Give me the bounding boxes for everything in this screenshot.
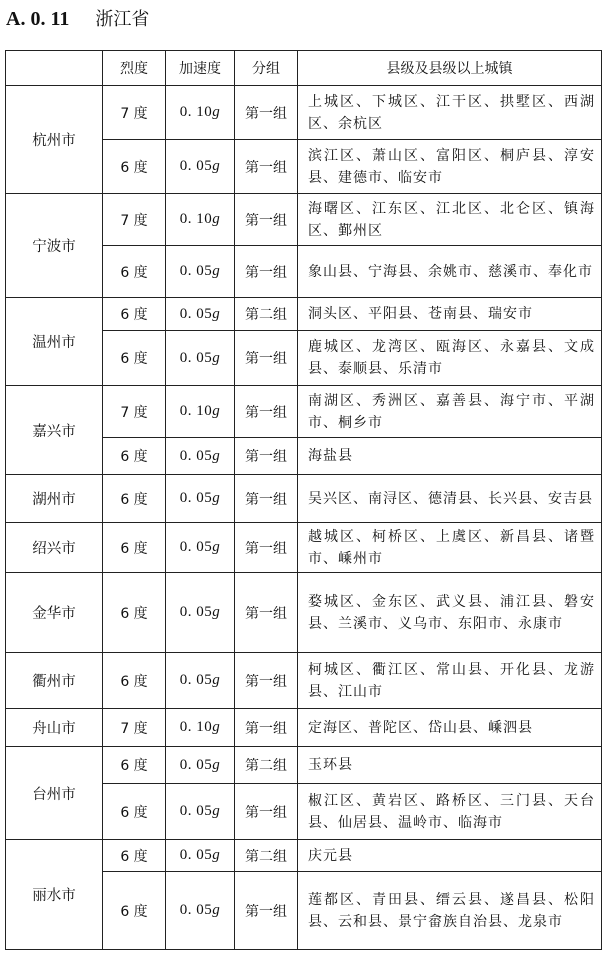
seismic-table xyxy=(5,50,602,950)
table-row xyxy=(6,475,602,523)
acceleration-unit: g xyxy=(212,672,221,688)
towns-cell: 婺城区、金东区、武义县、浦江县、磐安县、兰溪市、义乌市、东阳市、永康市 xyxy=(298,573,602,653)
towns-cell: 海曙区、江东区、江北区、北仑区、镇海区、鄞州区 xyxy=(298,194,602,246)
towns-cell: 洞头区、平阳县、苍南县、瑞安市 xyxy=(298,298,602,331)
header-group: 分组 xyxy=(235,51,298,86)
acceleration-unit: g xyxy=(212,158,221,174)
acceleration-value: 0. 10 xyxy=(179,211,213,227)
acceleration-cell xyxy=(166,784,235,840)
acceleration-unit: g xyxy=(212,902,221,918)
acceleration-value: 0. 05 xyxy=(179,847,213,863)
table-row xyxy=(6,573,602,653)
intensity-cell: 6 度 xyxy=(103,653,166,709)
acceleration-unit: g xyxy=(212,447,221,464)
acceleration-cell xyxy=(166,140,235,194)
towns-cell: 上城区、下城区、江干区、拱墅区、西湖区、余杭区 xyxy=(298,86,602,140)
acceleration-unit: g xyxy=(212,719,221,735)
towns-cell: 椒江区、黄岩区、路桥区、三门县、天台县、仙居县、温岭市、临海市 xyxy=(298,784,602,840)
group-cell: 第一组 xyxy=(235,86,298,140)
acceleration-value: 0. 05 xyxy=(179,158,213,174)
acceleration-cell xyxy=(166,194,235,246)
towns-cell: 莲都区、青田县、缙云县、遂昌县、松阳县、云和县、景宁畲族自治县、龙泉市 xyxy=(298,872,602,950)
city-cell: 金华市 xyxy=(6,573,103,653)
table-row xyxy=(6,747,602,784)
acceleration-cell xyxy=(166,523,235,573)
acceleration-unit: g xyxy=(212,211,221,227)
intensity-cell: 6 度 xyxy=(103,840,166,872)
acceleration-cell xyxy=(166,386,235,438)
acceleration-value: 0. 05 xyxy=(179,490,213,506)
group-cell: 第一组 xyxy=(235,438,298,475)
table-row xyxy=(6,709,602,747)
acceleration-unit: g xyxy=(212,263,221,279)
group-cell: 第一组 xyxy=(235,872,298,950)
acceleration-value: 0. 05 xyxy=(179,756,213,773)
header-city xyxy=(6,51,103,86)
acceleration-unit: g xyxy=(212,305,221,322)
group-cell: 第一组 xyxy=(235,784,298,840)
group-cell: 第二组 xyxy=(235,747,298,784)
acceleration-value: 0. 05 xyxy=(179,349,213,366)
intensity-cell: 6 度 xyxy=(103,872,166,950)
city-cell: 台州市 xyxy=(6,747,103,840)
group-cell: 第一组 xyxy=(235,523,298,573)
group-cell: 第二组 xyxy=(235,840,298,872)
acceleration-value: 0. 05 xyxy=(179,447,213,464)
intensity-cell: 6 度 xyxy=(103,573,166,653)
towns-cell: 象山县、宁海县、余姚市、慈溪市、奉化市 xyxy=(298,246,602,298)
city-cell: 杭州市 xyxy=(6,86,103,194)
acceleration-cell xyxy=(166,438,235,475)
province-name: 浙江省 xyxy=(95,9,150,30)
group-cell: 第二组 xyxy=(235,298,298,331)
section-number: A. 0. 11 xyxy=(6,8,70,30)
header-acceleration: 加速度 xyxy=(166,51,235,86)
group-cell: 第一组 xyxy=(235,140,298,194)
section-title xyxy=(6,2,149,36)
acceleration-value: 0. 05 xyxy=(179,803,213,819)
intensity-cell: 7 度 xyxy=(103,709,166,747)
acceleration-cell xyxy=(166,331,235,386)
table-row xyxy=(6,386,602,438)
acceleration-unit: g xyxy=(212,403,221,419)
table-header-row xyxy=(6,51,602,86)
acceleration-cell xyxy=(166,573,235,653)
city-cell: 温州市 xyxy=(6,298,103,386)
table-row xyxy=(6,194,602,246)
city-cell: 嘉兴市 xyxy=(6,386,103,475)
acceleration-cell xyxy=(166,298,235,331)
group-cell: 第一组 xyxy=(235,653,298,709)
group-cell: 第一组 xyxy=(235,331,298,386)
group-cell: 第一组 xyxy=(235,194,298,246)
city-cell: 舟山市 xyxy=(6,709,103,747)
intensity-cell: 7 度 xyxy=(103,386,166,438)
acceleration-cell xyxy=(166,653,235,709)
city-cell: 丽水市 xyxy=(6,840,103,950)
city-cell: 衢州市 xyxy=(6,653,103,709)
acceleration-value: 0. 05 xyxy=(179,672,213,688)
table-row xyxy=(6,840,602,872)
intensity-cell: 6 度 xyxy=(103,747,166,784)
city-cell: 宁波市 xyxy=(6,194,103,298)
acceleration-value: 0. 05 xyxy=(179,539,213,555)
towns-cell: 海盐县 xyxy=(298,438,602,475)
acceleration-unit: g xyxy=(212,539,221,555)
header-towns: 县级及县级以上城镇 xyxy=(298,51,602,86)
intensity-cell: 6 度 xyxy=(103,298,166,331)
table-row xyxy=(6,523,602,573)
towns-cell: 越城区、柯桥区、上虞区、新昌县、诸暨市、嵊州市 xyxy=(298,523,602,573)
group-cell: 第一组 xyxy=(235,386,298,438)
city-cell: 湖州市 xyxy=(6,475,103,523)
group-cell: 第一组 xyxy=(235,246,298,298)
intensity-cell: 6 度 xyxy=(103,140,166,194)
acceleration-value: 0. 10 xyxy=(179,719,213,735)
acceleration-value: 0. 10 xyxy=(179,403,213,419)
intensity-cell: 6 度 xyxy=(103,475,166,523)
intensity-cell: 6 度 xyxy=(103,246,166,298)
towns-cell: 玉环县 xyxy=(298,747,602,784)
acceleration-cell xyxy=(166,86,235,140)
header-intensity: 烈度 xyxy=(103,51,166,86)
acceleration-cell xyxy=(166,872,235,950)
towns-cell: 滨江区、萧山区、富阳区、桐庐县、淳安县、建德市、临安市 xyxy=(298,140,602,194)
table-body xyxy=(6,86,602,950)
intensity-cell: 6 度 xyxy=(103,438,166,475)
towns-cell: 吴兴区、南浔区、德清县、长兴县、安吉县 xyxy=(298,475,602,523)
acceleration-cell xyxy=(166,246,235,298)
acceleration-value: 0. 05 xyxy=(179,902,213,918)
towns-cell: 庆元县 xyxy=(298,840,602,872)
intensity-cell: 6 度 xyxy=(103,523,166,573)
acceleration-unit: g xyxy=(212,349,221,366)
towns-cell: 柯城区、衢江区、常山县、开化县、龙游县、江山市 xyxy=(298,653,602,709)
acceleration-value: 0. 10 xyxy=(179,104,213,120)
acceleration-value: 0. 05 xyxy=(179,305,213,322)
acceleration-value: 0. 05 xyxy=(179,263,213,279)
group-cell: 第一组 xyxy=(235,475,298,523)
city-cell: 绍兴市 xyxy=(6,523,103,573)
acceleration-unit: g xyxy=(212,756,221,773)
acceleration-unit: g xyxy=(212,104,221,120)
towns-cell: 鹿城区、龙湾区、瓯海区、永嘉县、文成县、泰顺县、乐清市 xyxy=(298,331,602,386)
acceleration-unit: g xyxy=(212,604,221,620)
acceleration-cell xyxy=(166,475,235,523)
intensity-cell: 6 度 xyxy=(103,784,166,840)
acceleration-value: 0. 05 xyxy=(179,604,213,620)
acceleration-unit: g xyxy=(212,803,221,819)
table-row xyxy=(6,653,602,709)
intensity-cell: 7 度 xyxy=(103,194,166,246)
group-cell: 第一组 xyxy=(235,709,298,747)
intensity-cell: 7 度 xyxy=(103,86,166,140)
towns-cell: 定海区、普陀区、岱山县、嵊泗县 xyxy=(298,709,602,747)
group-cell: 第一组 xyxy=(235,573,298,653)
intensity-cell: 6 度 xyxy=(103,331,166,386)
towns-cell: 南湖区、秀洲区、嘉善县、海宁市、平湖市、桐乡市 xyxy=(298,386,602,438)
acceleration-cell xyxy=(166,709,235,747)
acceleration-cell xyxy=(166,747,235,784)
acceleration-cell xyxy=(166,840,235,872)
table-row xyxy=(6,298,602,331)
acceleration-unit: g xyxy=(212,847,221,863)
acceleration-unit: g xyxy=(212,490,221,506)
table-row xyxy=(6,86,602,140)
